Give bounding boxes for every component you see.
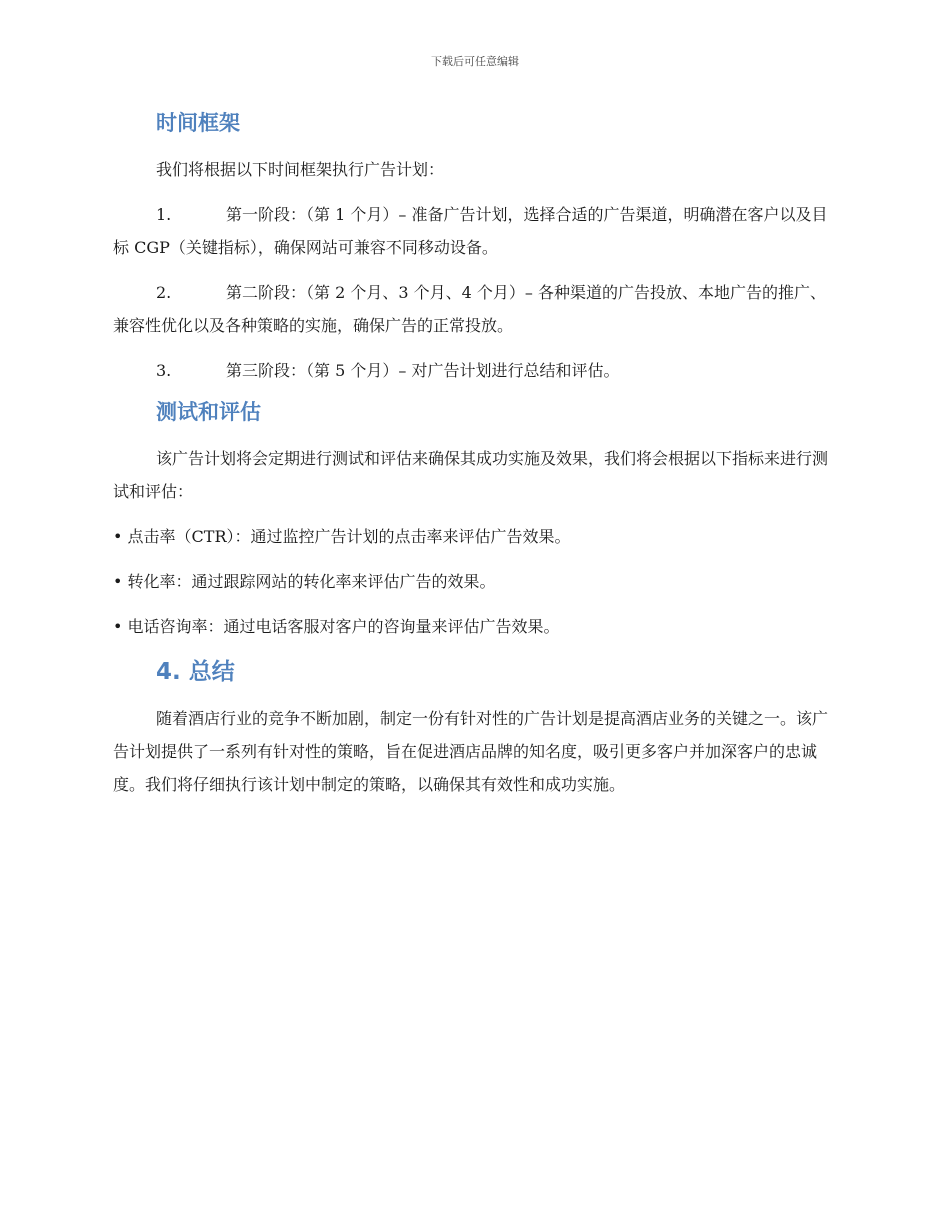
testing-bullet-conversion: • 转化率：通过跟踪网站的转化率来评估广告的效果。	[113, 572, 496, 591]
list-number: 3.	[156, 361, 172, 380]
list-text: 第二阶段：（第 2 个月、3 个月、4 个月）– 各种渠道的广告投放、本地广告的推广、兼容性优化以及各种策略的实施，确保广告的正常投放。	[113, 283, 826, 335]
section-title-timeline: 时间框架	[156, 111, 240, 135]
summary-body: 随着酒店行业的竞争不断加剧，制定一份有针对性的广告计划是提高酒店业务的关键之一。该广告计划提供了一系列有针对性的策略，旨在促进酒店品牌的知名度，吸引更多客户并加深客户的忠诚度。我们将仔细执行该计划中制定的策略，以确保其有效性和成功实施。	[113, 709, 829, 794]
timeline-item-3	[113, 354, 839, 387]
list-number: 2.	[156, 283, 172, 302]
testing-bullet-phone: • 电话咨询率：通过电话客服对客户的咨询量来评估广告效果。	[113, 617, 560, 636]
testing-bullet-ctr: • 点击率（CTR）：通过监控广告计划的点击率来评估广告效果。	[113, 527, 571, 546]
list-text: 第一阶段：（第 1 个月）– 准备广告计划，选择合适的广告渠道，明确潜在客户以及目标 CGP（关键指标），确保网站可兼容不同移动设备。	[113, 205, 828, 257]
list-text: 第三阶段：（第 5 个月）– 对广告计划进行总结和评估。	[226, 361, 620, 380]
testing-intro: 该广告计划将会定期进行测试和评估来确保其成功实施及效果，我们将会根据以下指标来进行测试和评估：	[113, 449, 829, 501]
timeline-item-2	[113, 276, 839, 342]
section-title-summary: 4. 总结	[156, 659, 235, 685]
page-header: 下载后可任意编辑	[431, 55, 519, 68]
timeline-intro: 我们将根据以下时间框架执行广告计划：	[156, 160, 445, 179]
timeline-item-1	[113, 198, 839, 264]
section-title-testing: 测试和评估	[156, 400, 261, 424]
list-number: 1.	[156, 205, 172, 224]
document-body	[113, 108, 839, 801]
